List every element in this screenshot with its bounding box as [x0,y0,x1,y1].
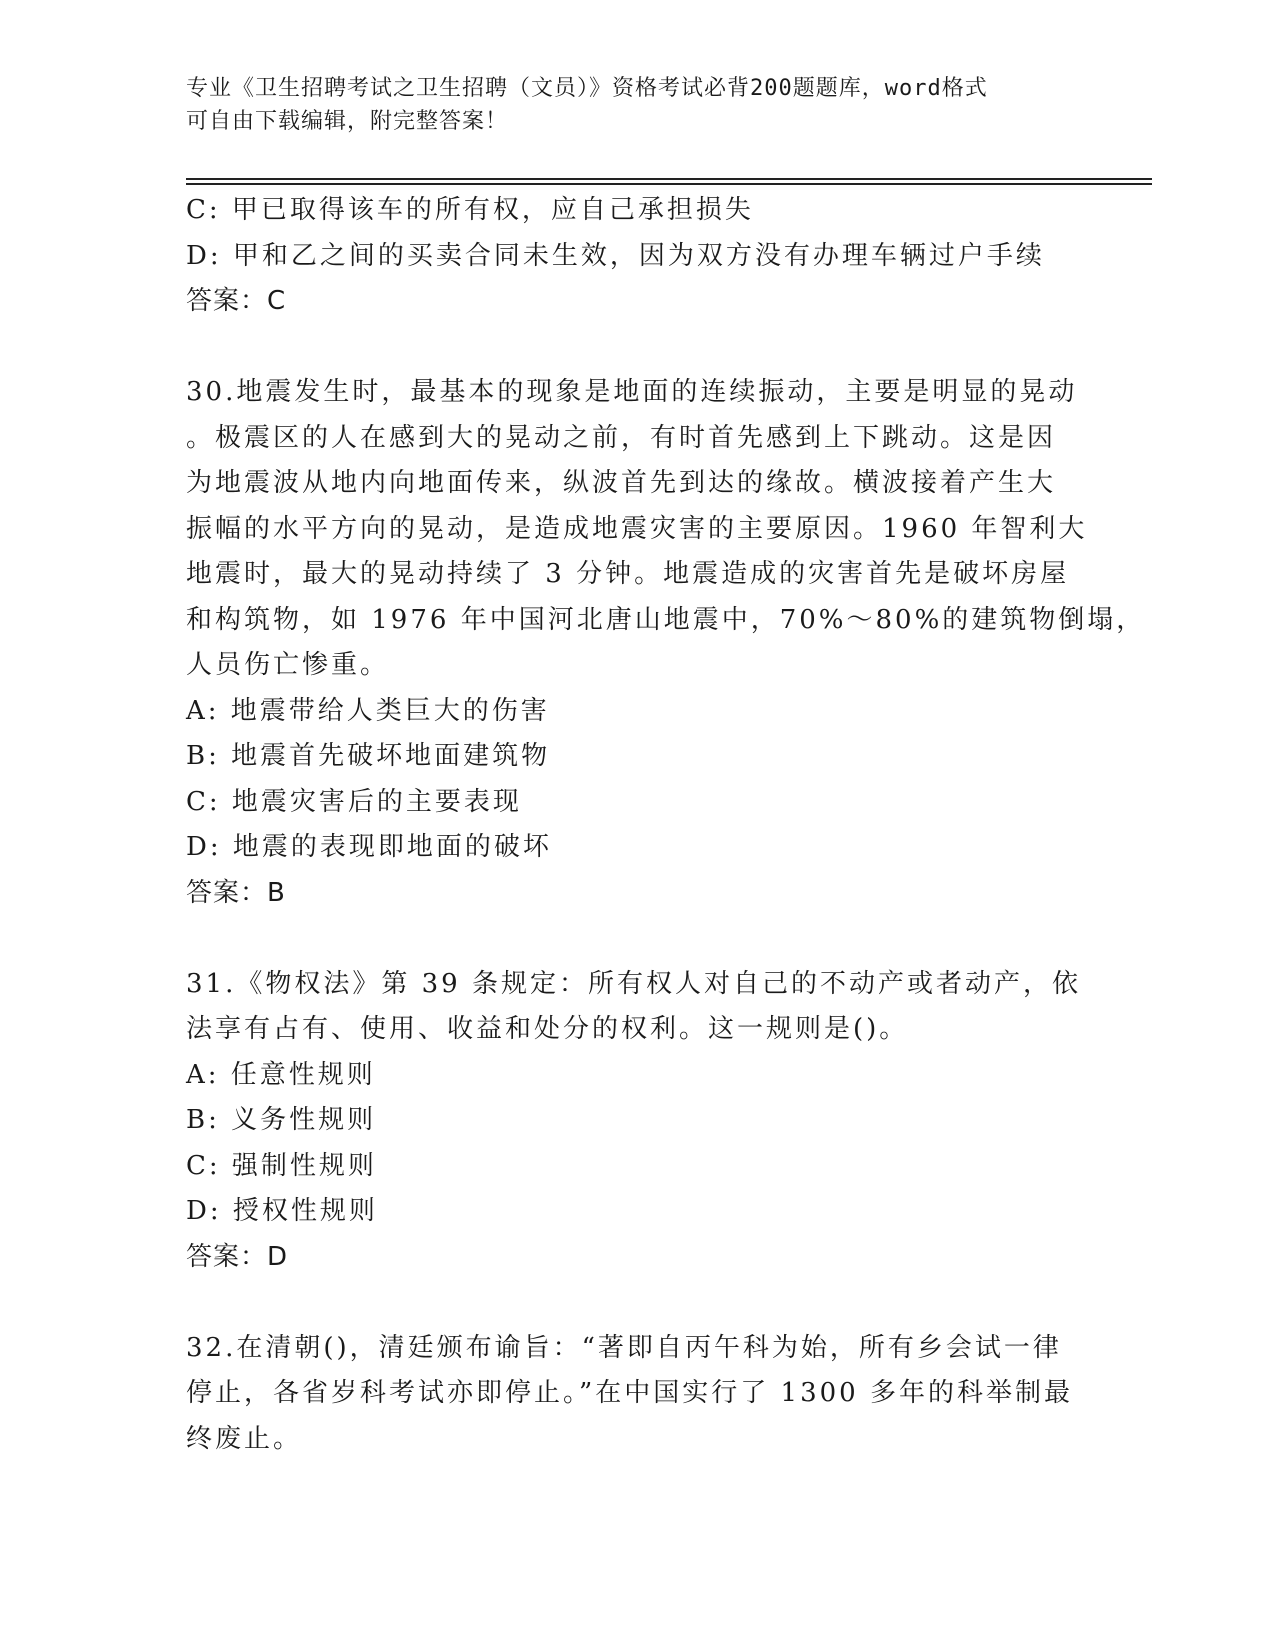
option-c: C: 地震灾害后的主要表现 [186,786,522,817]
question-31 [186,962,1086,1281]
option-b: B: 地震首先破坏地面建筑物 [186,741,551,771]
option-c: C: 甲已取得该车的所有权，应自己承担损失 [186,195,754,225]
question-text-line: 31.《物权法》第 39 条规定：所有权人对自己的不动产或者动产，依 [186,968,1081,999]
header-line-1: 专业《卫生招聘考试之卫生招聘（文员）》资格考试必背200题题库，word格式 [186,76,988,101]
option-d: D: 甲和乙之间的买卖合同未生效，因为双方没有办理车辆过户手续 [186,240,1045,271]
option-a: A: 任意性规则 [186,1059,376,1090]
question-text-line: 人员伤亡惨重。 [186,650,390,680]
question-text-line: 停止，各省岁科考试亦即停止。”在中国实行了 1300 多年的科举制最 [186,1378,1073,1408]
option-b: B: 义务性规则 [186,1105,377,1135]
option-c: C: 强制性规则 [186,1150,377,1181]
answer: 答案：C [186,286,287,316]
header-rule-top [186,178,1152,180]
question-text-line: 30.地震发生时，最基本的现象是地面的连续振动，主要是明显的晃动 [186,377,1078,407]
question-text-line: 地震时，最大的晃动持续了 3 分钟。地震造成的灾害首先是破坏房屋 [186,559,1070,589]
header-rule-bottom [186,183,1152,185]
question-text-line: 法享有占有、使用、收益和处分的权利。这一规则是()。 [186,1014,909,1044]
header-line-2: 可自由下载编辑，附完整答案！ [186,109,509,134]
question-text-line: 和构筑物，如 1976 年中国河北唐山地震中，70%～80%的建筑物倒塌， [186,604,1146,635]
option-d: D: 授权性规则 [186,1196,378,1226]
document-header [186,72,1066,138]
question-text-line: 终废止。 [186,1423,303,1454]
answer: 答案：B [186,877,286,908]
question-32 [186,1326,1086,1463]
option-d: D: 地震的表现即地面的破坏 [186,832,552,862]
question-text-line: 32.在清朝()，清廷颁布谕旨：“著即自丙午科为始，所有乡会试一律 [186,1332,1062,1363]
question-text-line: 。极震区的人在感到大的晃动之前，有时首先感到上下跳动。这是因 [186,422,1057,453]
question-text-line: 振幅的水平方向的晃动，是造成地震灾害的主要原因。1960 年智利大 [186,513,1088,544]
question-30 [186,370,1146,916]
question-29-continuation [186,188,1086,325]
option-a: A: 地震带给人类巨大的伤害 [186,695,550,726]
document-body [186,188,1146,1462]
answer: 答案：D [186,1241,289,1272]
question-text-line: 为地震波从地内向地面传来，纵波首先到达的缘故。横波接着产生大 [186,468,1057,498]
